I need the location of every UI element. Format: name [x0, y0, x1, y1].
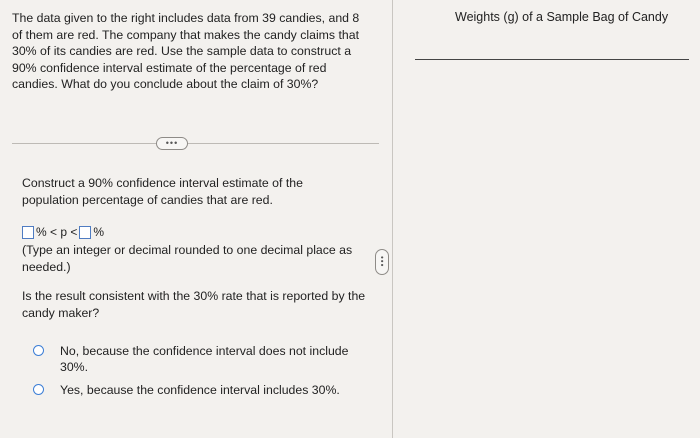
option-no-label: No, because the confidence interval does not include 30%. [60, 344, 349, 374]
panel-divider [392, 0, 393, 438]
question-text: The data given to the right includes data from 39 candies, and 8 of them are red. The company that makes the candy claims that 30% of its candies are red. Use the sample data to construct a 90% confidence interval estimate of the percentage of red candies. What do you conclude about the claim of 30%? [12, 11, 360, 92]
option-yes-label: Yes, because the confidence interval includes 30%. [60, 383, 340, 397]
lower-bound-input[interactable] [22, 226, 34, 239]
radio-no[interactable] [33, 345, 44, 356]
ci-middle-text: % < p < [36, 225, 78, 239]
part1-prompt: Construct a 90% confidence interval estimate of the population percentage of candies that are red. [22, 176, 303, 207]
part2-prompt: Is the result consistent with the 30% rate that is reported by the candy maker? [22, 289, 366, 320]
ci-end-text: % [93, 225, 105, 239]
table-title: Weights (g) of a Sample Bag of Candy [455, 10, 669, 24]
panel-resize-handle[interactable] [375, 249, 389, 275]
handle-dots-icon: ••• [377, 256, 387, 268]
expand-button[interactable] [156, 137, 188, 150]
option-yes[interactable] [33, 382, 360, 398]
more-dots-icon: ••• [165, 138, 179, 148]
section-divider [12, 143, 379, 144]
radio-yes[interactable] [33, 384, 44, 395]
option-no[interactable] [33, 343, 360, 375]
header-underline [415, 59, 689, 60]
rounding-hint: (Type an integer or decimal rounded to one decimal place as needed.) [22, 243, 353, 274]
confidence-interval-row [22, 225, 106, 239]
upper-bound-input[interactable] [79, 226, 91, 239]
